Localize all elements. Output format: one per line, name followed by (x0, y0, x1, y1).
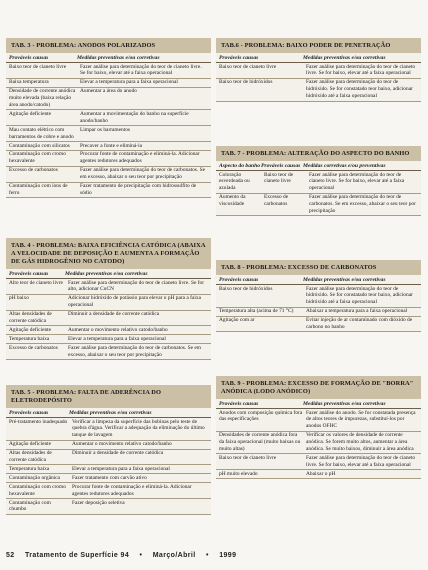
table-cell: Fazer análise para determinação do teor de hidróxido. Se for constatado teor baixo, adicionar hidróxido até a faixa operacional (306, 285, 413, 306)
table-5-rows (6, 418, 211, 515)
table-6-rows (216, 63, 421, 102)
table-cell: Pré-tratamento inadequado (9, 418, 68, 425)
table-cell: Baixo teor de hidróxidos (219, 285, 273, 292)
table-cell: Agitação deficiente (9, 441, 52, 448)
table-8-col-measures: Medidas preventivas e/ou corretivas (303, 277, 386, 283)
table-row (6, 126, 211, 142)
table-cell: Coloração esverdeada ou azulada (219, 171, 250, 192)
table-cell: Contaminação orgânica (9, 474, 60, 481)
table-cell: Limpar os barramentos (80, 126, 130, 133)
publication-name: Tratamento de Superfície 94 (24, 552, 130, 559)
table-5 (6, 385, 211, 515)
table-cell: Verificar a limpeza da superfície das bobinas pelo teste de quebra d'água. Verificar a adequação da eliminação do último tanque de lavagem (72, 418, 205, 439)
table-4-rows (6, 279, 211, 360)
table-cell: Alto teor de cianeto livre (9, 279, 63, 286)
table-row (216, 79, 421, 102)
table-7 (216, 146, 421, 216)
table-cell: Contaminação com cromo hexavalente (9, 483, 66, 497)
table-9-col-causes: Prováveis causas (219, 401, 259, 407)
table-cell: Aumentar o movimento relativo catodo/banho (68, 326, 168, 333)
table-row (216, 432, 421, 455)
page-number: 52 (6, 552, 15, 559)
table-cell: Baixa temperatura (9, 79, 49, 86)
page-footer (6, 552, 244, 559)
table-4-title: TAB. 4 - PROBLEMA: BAIXA EFICIÊNCIA CATÓDICA (ABAIXA A VELOCIDADE DE DEPOSIÇÃO E AUMENTA A FORMAÇÃO DE GÁS HIDROGÊNIO NO CATODO) (6, 238, 211, 269)
table-6-col-causes: Prováveis causas (219, 55, 259, 61)
table-cell: Diminuir a densidade de corrente catódica (68, 311, 160, 318)
table-cell: Abaixar o pH (306, 470, 336, 477)
table-cell: Elevar a temperatura para a faixa operacional (68, 335, 166, 342)
table-row (6, 295, 211, 311)
table-cell: Excesso de carbonatos (9, 344, 58, 351)
issue-year: 1999 (219, 552, 237, 559)
table-cell: Adicionar hidróxido de potássio para elevar o pH para a faixa operacional (68, 295, 201, 309)
table-cell: Verificar os valores de densidade de corrente anódica. Se forem muito altos, aumentar a área anódica. Se muito baixos, diminuir a área anódica (306, 432, 414, 453)
table-3-rows (6, 63, 211, 198)
table-cell: Fazer análise para determinação do teor de carbonatos. Se em excesso, abaixar o seu teor por precipitação (309, 194, 416, 215)
table-cell: pH muito elevado (219, 470, 258, 477)
table-row (6, 344, 211, 360)
table-cell: Elevar a temperatura para a faixa operacional (72, 465, 170, 472)
table-row (6, 465, 211, 474)
table-6-title: TAB.6 - PROBLEMA: BAIXO PODER DE PENETRAÇÃO (216, 38, 421, 53)
table-row (216, 454, 421, 470)
table-cell: Temperatura baixa (9, 465, 50, 472)
table-row (6, 79, 211, 88)
table-row (6, 142, 211, 151)
table-cell: Baixo teor de cianeto livre (264, 171, 294, 185)
table-cell: Fazer análise para determinação do teor de cianeto livre. Se for baixo, elevar até a faixa operacional (306, 454, 416, 468)
table-cell: Precaver a fonte e eliminá-la (80, 142, 142, 149)
table-row (6, 326, 211, 335)
footer-separator: • (139, 552, 143, 559)
table-cell: Abaixar a temperatura para a faixa operacional (306, 308, 408, 315)
table-cell: Aumento da viscosidade (219, 194, 246, 208)
table-cell: Procurar fonte de contaminação e eliminá-la. Adicionar agentes redutores adequados (72, 483, 192, 497)
table-row (216, 63, 421, 79)
table-row (6, 279, 211, 295)
table-3 (6, 38, 211, 198)
table-row (216, 470, 421, 479)
table-cell: Excesso de carbonatos (9, 167, 58, 174)
table-cell: Excesso de carbonatos (264, 194, 289, 208)
table-3-title: TAB. 3 - PROBLEMA: ANODOS POLARIZADOS (6, 38, 211, 53)
table-row (6, 88, 211, 111)
table-3-col-causes: Prováveis causas (9, 55, 49, 61)
table-row (6, 167, 211, 183)
table-cell: Altas densidades de corrente catódica (9, 450, 52, 464)
table-cell: Diminuir a densidade de corrente catódica (72, 450, 164, 457)
table-row (6, 483, 211, 499)
table-8-title: TAB. 8 - PROBLEMA: EXCESSO DE CARBONATOS (216, 260, 421, 275)
table-row (6, 474, 211, 483)
table-row (6, 499, 211, 515)
table-cell: Fazer análise para determinação do teor de hidróxido. Se for constatado teor baixo, adicionar hidróxido até a faixa operacional (306, 79, 413, 100)
table-5-title: TAB. 5 - PROBLEMA: FALTA DE ADERÊNCIA DO ELETRODEPÓSITO (6, 385, 211, 408)
table-cell: Contaminação com silicatos (9, 142, 70, 149)
table-cell: Fazer tratamento de precipitação com hidrossulfito de sódio (80, 183, 197, 196)
table-cell: Fazer análise para determinação do teor de carbonatos. Se em excesso, abaixar o seu teor por precipitação (68, 344, 201, 358)
table-row (6, 418, 211, 441)
table-row (216, 317, 421, 333)
table-cell: Agitação deficiente (9, 326, 52, 333)
table-4-col-causes: Prováveis causas (9, 271, 49, 277)
table-6-col-measures: Medidas preventivas e/ou corretivas (303, 55, 386, 61)
table-row (6, 311, 211, 327)
table-cell: Agitação deficiente (9, 110, 52, 117)
table-cell: pH baixo (9, 295, 29, 302)
table-cell: Baixo teor de cianeto livre (219, 454, 277, 461)
table-row (6, 151, 211, 167)
table-cell: Aumentar a movimentação do banho na superfície anodo/banho (80, 110, 189, 124)
table-9-title: TAB. 9 - PROBLEMA: EXCESSO DE FORMAÇÃO DE "BORRA" ANÓDICA (LODO ANÓDICO) (216, 376, 421, 399)
table-row (6, 335, 211, 344)
table-cell: Baixo teor de cianeto livre (9, 63, 67, 70)
table-9 (216, 376, 421, 479)
table-cell: Fazer análise para determinação do teor de cianeto livre. Se for alto, adicionar CuCN (68, 279, 205, 293)
table-cell: Anodos com composição química fora das especificações (219, 409, 303, 423)
table-7-col-causes: Prováveis causas (261, 163, 301, 169)
table-cell: Fazer análise para determinação do teor de cianeto livre. Se for baixo, elevar até a faixa operacional (306, 63, 416, 77)
table-9-col-measures: Medidas preventivas e/ou corretivas (303, 401, 386, 407)
table-7-col-aspect: Aspecto do banho (219, 163, 261, 169)
table-9-rows (216, 409, 421, 479)
table-cell: Densidade de corrente anódica muito elevada (baixa relação área anodo/catodo) (9, 88, 76, 109)
table-cell: Baixo teor de hidróxidos (219, 79, 273, 86)
table-8 (216, 260, 421, 332)
table-row (6, 183, 211, 199)
table-row (216, 194, 421, 217)
table-cell: Temperatura alta (acima de 71 °C) (219, 308, 294, 315)
table-cell: Contaminação com cromo hexavalente (9, 151, 66, 165)
table-6 (216, 38, 421, 102)
table-cell: Baixo teor de cianeto livre (219, 63, 277, 70)
table-row (6, 110, 211, 126)
table-8-col-causes: Prováveis causas (219, 277, 259, 283)
table-cell: Contaminação com íons de ferro (9, 183, 68, 196)
table-row (216, 285, 421, 308)
table-8-rows (216, 285, 421, 332)
table-7-title: TAB. 7 - PROBLEMA: ALTERAÇÃO DO ASPECTO DO BANHO (216, 146, 421, 161)
issue-months: Março/Abril (152, 552, 196, 559)
table-cell: Fazer análise do anodo. Se for constatada presença de altos teores de impurezas, substituí-los por anodos OFHC (306, 409, 416, 430)
table-3-col-measures: Medidas preventivas e/ou corretivas (77, 55, 160, 61)
table-row (6, 450, 211, 466)
table-cell: Evitar injeção de ar contaminado com dióxido de carbono no banho (306, 317, 413, 331)
table-cell: Fazer tratamento com carvão ativo (72, 474, 147, 481)
table-cell: Fazer análise para determinação do teor de cianeto livre. Se for baixo, elevar até a faixa operacional (80, 63, 202, 77)
table-4-col-measures: Medidas preventivas e/ou corretivas (65, 271, 148, 277)
table-cell: Temperatura baixa (9, 335, 50, 342)
table-cell: Densidades de corrente anódica fora da faixa operacional (muito baixas ou muito altas) (219, 432, 301, 453)
table-cell: Aumentar a área do anodo (80, 88, 137, 95)
table-4 (6, 238, 211, 360)
table-row (6, 63, 211, 79)
table-7-rows (216, 171, 421, 216)
table-5-col-measures: Medidas preventivas e/ou corretivas (69, 410, 152, 416)
table-cell: Agitação com ar (219, 317, 255, 324)
table-cell: Mau contato elétrico com barramentos de cobre e anodo (9, 126, 74, 140)
table-row (216, 308, 421, 317)
table-7-col-measures: Medidas corretivas e/ou preventivas (303, 163, 386, 169)
table-cell: Procurar fonte de contaminação e eliminá-la. Adicionar agentes redutores adequados (80, 151, 200, 165)
table-row (6, 441, 211, 450)
table-cell: Elevar a temperatura para a faixa operacional (80, 79, 178, 86)
table-cell: Fazer deposição seletiva (72, 499, 125, 506)
table-cell: Aumentar o movimento relativo catodo/banho (72, 441, 172, 448)
table-cell: Fazer análise para determinação do teor de cianeto livre. Se for baixo, elevar até a faixa operacional (309, 171, 405, 192)
table-cell: Fazer análise para determinação do teor de carbonatos. Se em excesso, abaixar o seu teor por precipitação (80, 167, 205, 181)
table-cell: Contaminação com chumbo (9, 499, 51, 513)
table-5-col-causes: Prováveis causas (9, 410, 49, 416)
footer-separator: • (205, 552, 209, 559)
table-row (216, 171, 421, 194)
table-row (216, 409, 421, 432)
table-cell: Altas densidades de corrente catódica (9, 311, 52, 325)
